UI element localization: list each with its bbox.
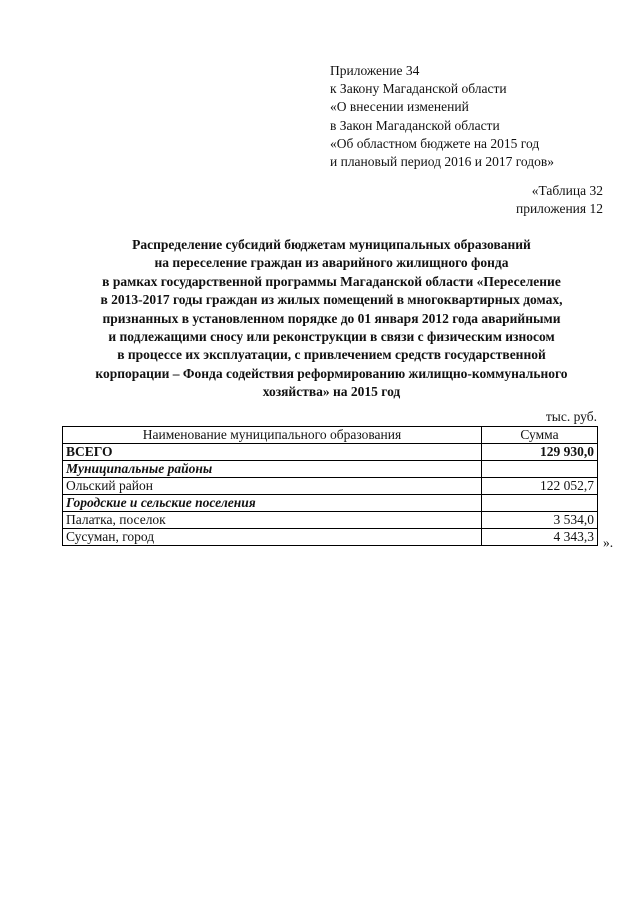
table-row-total <box>63 444 598 461</box>
appendix-line: «О внесении изменений <box>330 99 469 115</box>
appendix-line: Приложение 34 <box>330 63 420 78</box>
table-section-row <box>63 495 598 512</box>
closing-quote: ». <box>603 535 614 550</box>
appendix-line: к Закону Магаданской области <box>330 81 507 97</box>
title-line: на переселение граждан из аварийного жилищного фонда <box>154 255 509 271</box>
row-name: Сусуман, город <box>63 529 482 546</box>
title-line: признанных в установленном порядке до 01 января 2012 года аварийными <box>102 310 561 326</box>
appendix-header <box>330 62 554 171</box>
table-row <box>63 529 598 546</box>
table-reference-line: приложения 12 <box>515 201 603 217</box>
title-line: и подлежащими сносу или реконструкции в связи с физическим износом <box>108 329 555 345</box>
header-name: Наименование муниципального образования <box>63 427 482 444</box>
title-line: Распределение субсидий бюджетам муниципальных образований <box>132 237 531 252</box>
section-sum <box>482 495 598 512</box>
appendix-line: в Закон Магаданской области <box>330 117 500 133</box>
table-reference-line: «Таблица 32 <box>531 183 603 198</box>
table-reference <box>516 182 603 218</box>
header-sum: Сумма <box>482 427 598 444</box>
table-header-row <box>63 427 598 444</box>
row-sum: 129 930,0 <box>482 444 598 461</box>
subsidy-table <box>62 426 598 546</box>
title-line: корпорации – Фонда содействия реформированию жилищно-коммунального <box>95 365 568 381</box>
table-row <box>63 512 598 529</box>
row-sum: 3 534,0 <box>482 512 598 529</box>
appendix-line: «Об областном бюджете на 2015 год <box>330 135 540 151</box>
table-section-row <box>63 461 598 478</box>
row-name: ВСЕГО <box>63 444 482 461</box>
unit-label: тыс. руб. <box>545 409 597 424</box>
section-name: Муниципальные районы <box>63 461 482 478</box>
section-sum <box>482 461 598 478</box>
row-sum: 122 052,7 <box>482 478 598 495</box>
title-line: в 2013-2017 годы граждан из жилых помещений в многоквартирных домах, <box>100 292 563 308</box>
title-line: в рамках государственной программы Магаданской области «Переселение <box>102 273 561 289</box>
title-line: хозяйства» на 2015 год <box>262 384 401 400</box>
appendix-line: и плановый период 2016 и 2017 годов» <box>330 154 555 170</box>
row-name: Ольский район <box>63 478 482 495</box>
section-name: Городские и сельские поселения <box>63 495 482 512</box>
table-row <box>63 478 598 495</box>
row-name: Палатка, поселок <box>63 512 482 529</box>
title-line: в процессе их эксплуатации, с привлечением средств государственной <box>117 347 546 363</box>
document-title <box>60 236 603 402</box>
row-sum: 4 343,3 <box>482 529 598 546</box>
